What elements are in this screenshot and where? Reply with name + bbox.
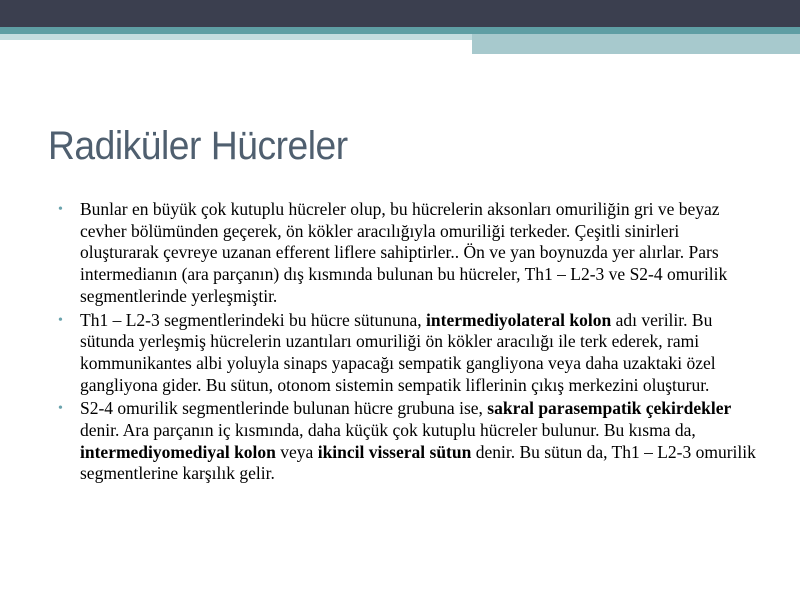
slide-title: Radiküler Hücreler: [48, 124, 348, 168]
bold-term: sakral parasempatik çekirdekler: [487, 398, 732, 419]
bullet-text: denir. Ara parçanın iç kısmında, daha küçük çok kutuplu hücreler bulunur. Bu kısma da,: [80, 420, 696, 441]
bullet-item-1: [58, 199, 760, 308]
bullet-dot-icon: •: [58, 202, 63, 217]
bullet-list: [58, 199, 760, 487]
bold-term: intermediyolateral kolon: [426, 309, 612, 330]
bullet-dot-icon: •: [58, 401, 63, 417]
bullet-item-3: [58, 398, 760, 485]
top-decorative-bar: [0, 0, 800, 27]
bullet-item-2: [58, 309, 760, 397]
bullet-text: adı verilir. Bu sütunda yerleşmiş hücrelerin uzantıları omuriliği ön kökler aracılığı ile terk ederek, rami kommunikantes albi yoluyla sinaps yapacağı sempatik gangliyona veya daha uzaktaki özel gangliyona gider. Bu sütun, otonom sistemin sempatik liflerinin çıkış merkezini oluşturur.: [80, 309, 716, 395]
bullet-text: veya: [275, 441, 318, 462]
bullet-dot-icon: •: [58, 312, 63, 328]
bold-term: ikincil visseral sütun: [317, 441, 472, 462]
bullet-text: Bunlar en büyük çok kutuplu hücreler olup, bu hücrelerin aksonları omuriliğin gri ve beyaz cevher bölümünden geçerek, ön kökler aracılığıyla omuriliği terkeder. Çeşitli sinirleri oluşturarak çevreye uzanan efferent liflere sahiptirler.. Ön ve yan boynuzda yer alırlar. Pars intermedianın (ara parçanın) dış kısmında bulunan bu hücreler, Th1 – L2-3 ve S2-4 omurilik segmentlerinde yerleşmiştir.: [80, 199, 728, 306]
bullet-text: S2-4 omurilik segmentlerinde bulunan hücre grubuna ise,: [80, 398, 488, 419]
bullet-text: denir. Bu sütun da, Th1 – L2-3 omurilik segmentlerine karşılık gelir.: [80, 441, 756, 484]
bold-term: intermediyomediyal kolon: [80, 441, 276, 462]
light-band-left: [0, 34, 472, 40]
accent-band: [0, 27, 800, 34]
light-band-right: [472, 34, 800, 54]
bullet-text: Th1 – L2-3 segmentlerindeki bu hücre sütununa,: [80, 309, 427, 330]
